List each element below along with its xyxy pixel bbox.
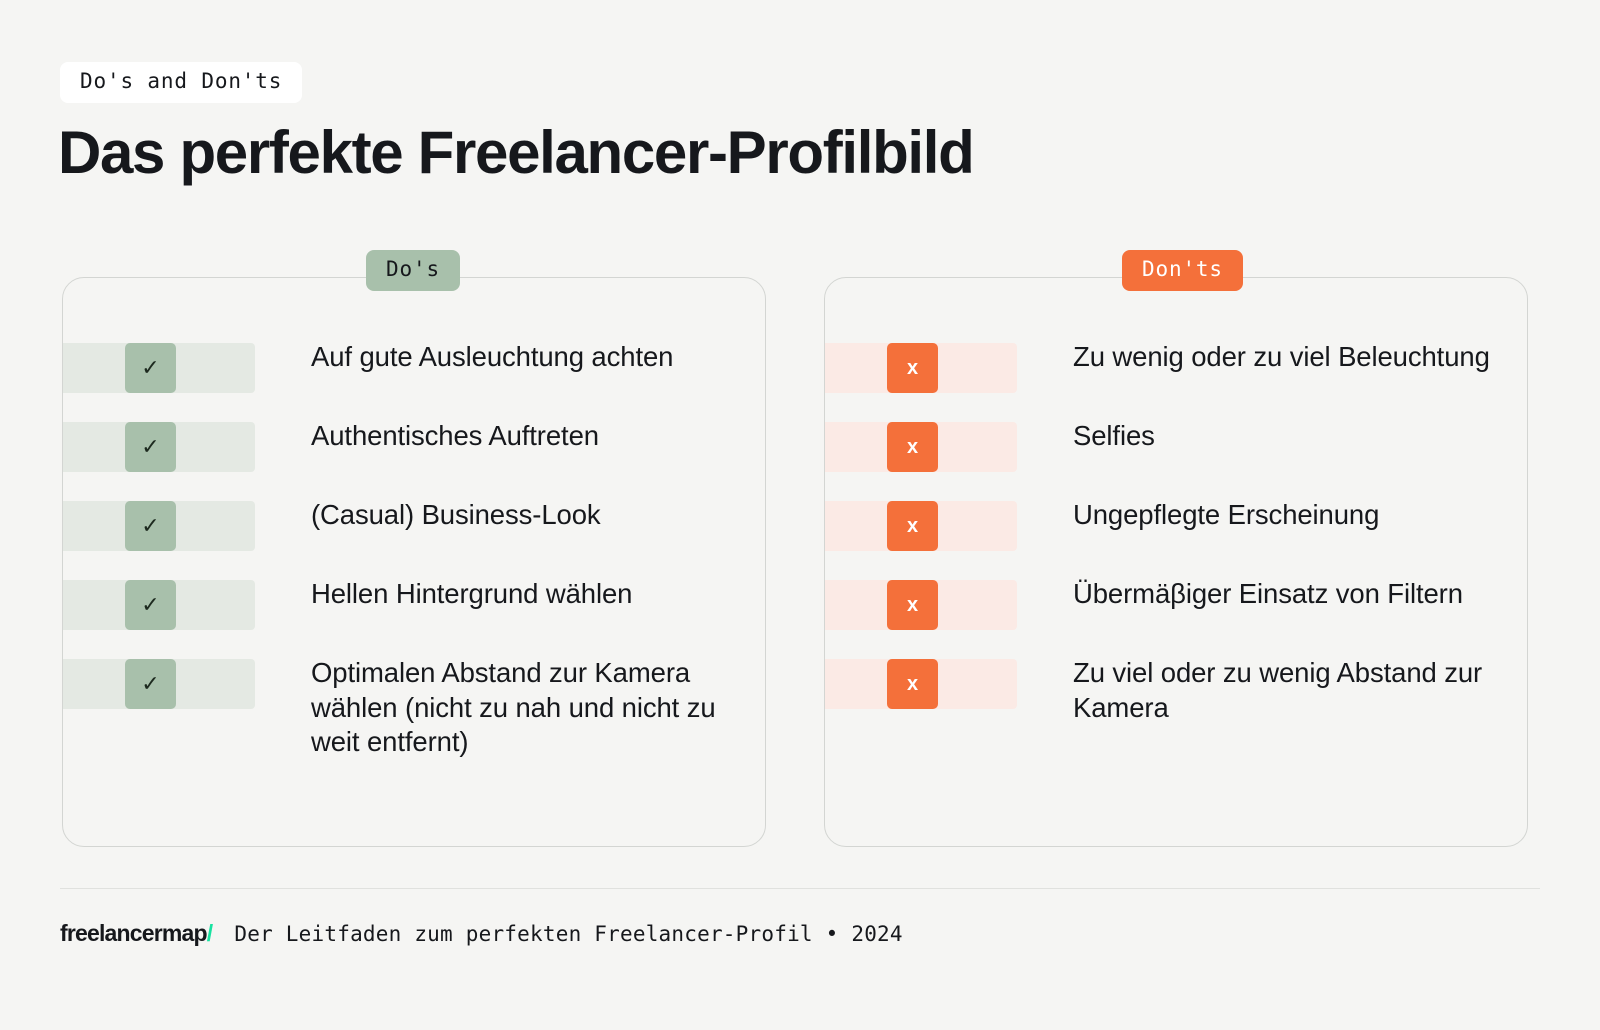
cross-icon: x — [887, 580, 938, 630]
list-item-label: Zu viel oder zu wenig Abstand zur Kamera — [1073, 657, 1483, 723]
donts-panel — [824, 277, 1528, 847]
cross-icon: x — [887, 659, 938, 709]
brand-name: freelancermap — [60, 920, 207, 946]
brand-slash-icon: / — [206, 920, 213, 946]
list-item-label: Selfies — [1073, 420, 1155, 451]
list-item-label: (Casual) Business-Look — [311, 499, 601, 530]
dos-list — [63, 278, 765, 846]
list-item-label: Hellen Hintergrund wählen — [311, 578, 633, 609]
check-icon: ✓ — [125, 580, 176, 630]
page-title: Das perfekte Freelancer-Profilbild — [58, 119, 974, 186]
eyebrow-badge: Do's and Don'ts — [60, 62, 302, 103]
check-icon: ✓ — [125, 343, 176, 393]
cross-icon: x — [887, 501, 938, 551]
list-item-label: Übermäβiger Einsatz von Filtern — [1073, 578, 1463, 609]
cross-icon: x — [887, 422, 938, 472]
list-item-label: Authentisches Auftreten — [311, 420, 599, 451]
check-icon: ✓ — [125, 422, 176, 472]
dos-tag: Do's — [366, 250, 460, 291]
list-item-label: Auf gute Ausleuchtung achten — [311, 341, 674, 372]
check-icon: ✓ — [125, 501, 176, 551]
check-icon: ✓ — [125, 659, 176, 709]
footer — [60, 920, 903, 947]
donts-list — [825, 278, 1527, 846]
donts-tag: Don'ts — [1122, 250, 1243, 291]
footer-text: Der Leitfaden zum perfekten Freelancer-Profil • 2024 — [234, 922, 903, 946]
dos-panel — [62, 277, 766, 847]
brand-logo — [60, 920, 212, 947]
list-item-label: Ungepflegte Erscheinung — [1073, 499, 1380, 530]
list-item-label: Optimalen Abstand zur Kamera wählen (nicht zu nah und nicht zu weit entfernt) — [311, 657, 716, 758]
cross-icon: x — [887, 343, 938, 393]
footer-divider — [60, 888, 1540, 889]
list-item-label: Zu wenig oder zu viel Beleuchtung — [1073, 341, 1490, 372]
